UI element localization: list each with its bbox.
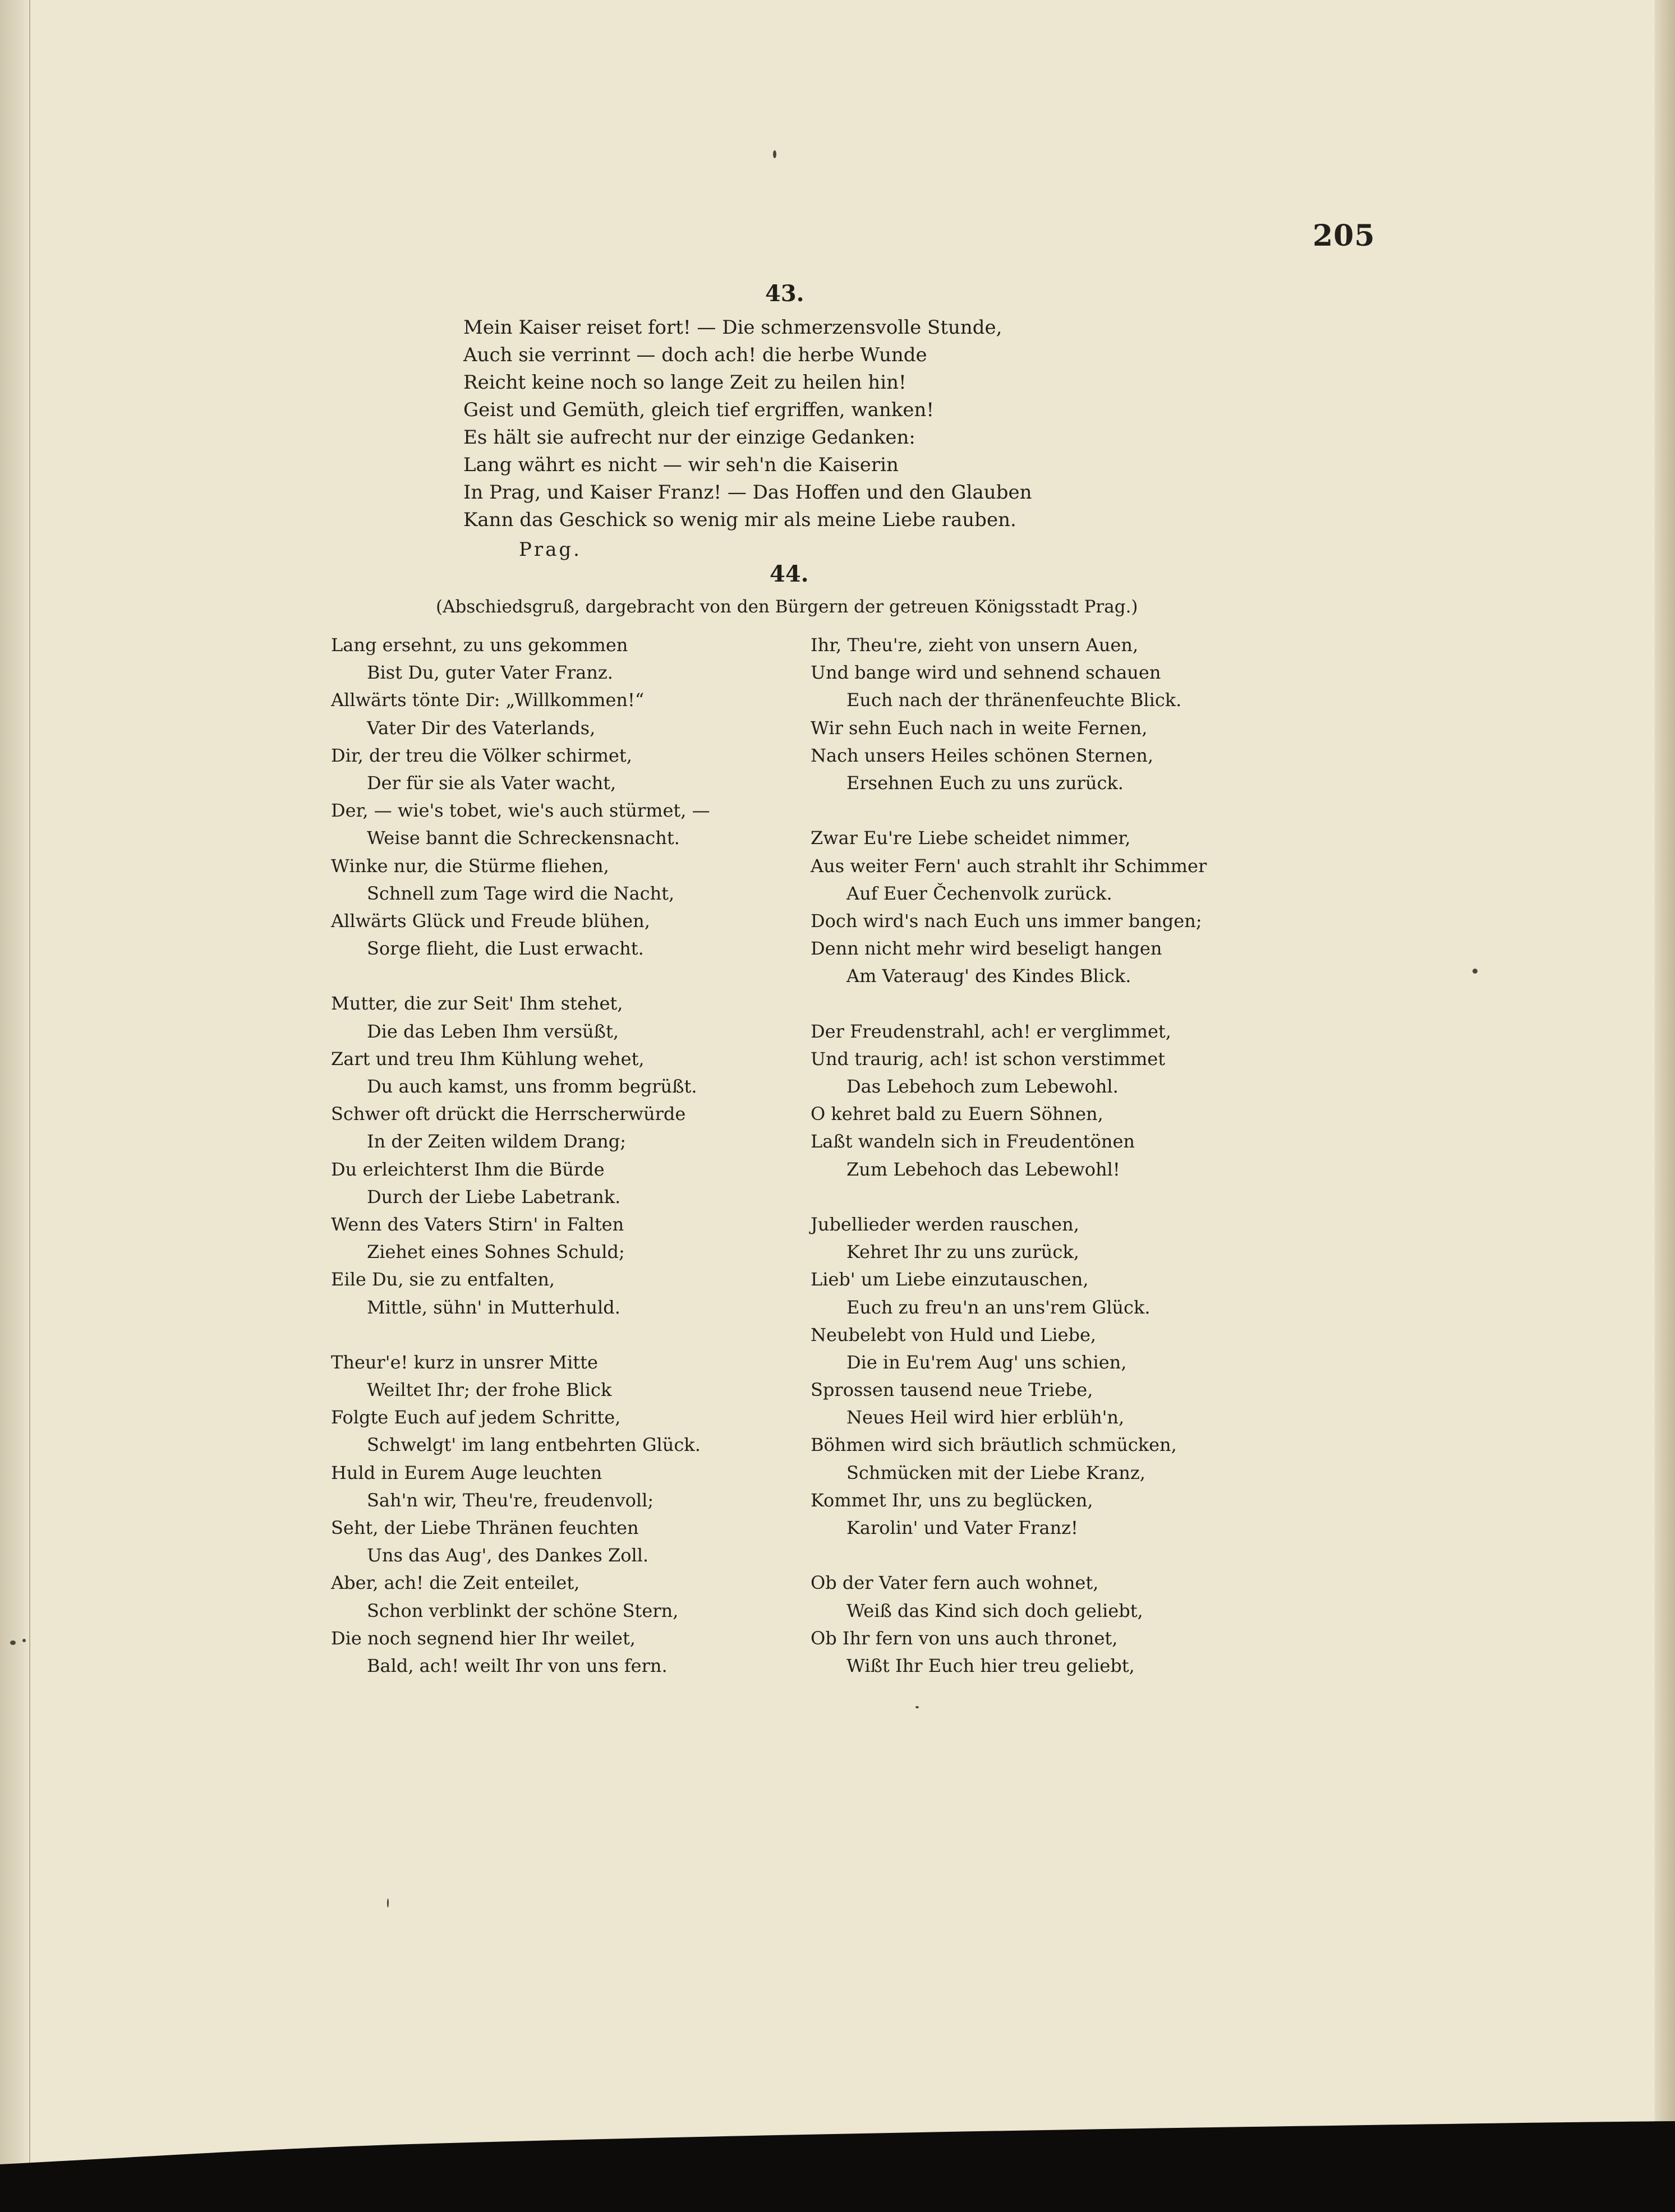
poem-line: Uns das Aug', des Dankes Zoll. [367,1545,649,1566]
poem-line: Die das Leben Ihm versüßt, [367,1020,619,1042]
poem-line: Die noch segnend hier Ihr weilet, [331,1627,636,1649]
poem-line: Ob Ihr fern von uns auch thronet, [811,1627,1118,1649]
poem-line: Karolin' und Vater Franz! [846,1517,1078,1538]
poem-line: Das Lebehoch zum Lebewohl. [846,1076,1119,1097]
poem-line: Es hält sie aufrecht nur der einzige Gedanken: [463,426,915,449]
poem-line: Am Vateraug' des Kindes Blick. [846,965,1131,987]
poem-line: Kehret Ihr zu uns zurück, [846,1241,1079,1263]
poem-line: Lang ersehnt, zu uns gekommen [331,634,628,656]
poem-line: Ob der Vater fern auch wohnet, [811,1572,1099,1594]
poem-line: In Prag, und Kaiser Franz! — Das Hoffen und den Glauben [463,481,1032,504]
bottom-dark-edge [0,2111,1675,2212]
ink-speck [387,1898,389,1907]
poem-44-left-column [331,632,710,1680]
ink-speck [915,1706,919,1708]
poem-43-number: 43. [765,280,804,307]
poem-line: In der Zeiten wildem Drang; [367,1131,626,1153]
poem-line: Weiß das Kind sich doch geliebt, [846,1600,1143,1621]
poem-line: Zwar Eu're Liebe scheidet nimmer, [811,827,1131,849]
poem-line: Ziehet eines Sohnes Schuld; [367,1241,625,1263]
poem-line: Allwärts tönte Dir: „Willkommen!“ [331,689,645,711]
stanza-break [811,1542,1207,1569]
poem-line: Aus weiter Fern' auch strahlt ihr Schimmer [811,855,1207,877]
poem-44-right-column [811,632,1207,1680]
poem-line: Lieb' um Liebe einzutauschen, [811,1269,1089,1291]
poem-line: Und traurig, ach! ist schon verstimmet [811,1048,1166,1070]
poem-line: Doch wird's nach Euch uns immer bangen; [811,910,1202,932]
poem-line: Die in Eu'rem Aug' uns schien, [846,1351,1127,1373]
stanza-break [811,797,1207,824]
poem-line: Schon verblinkt der schöne Stern, [367,1600,679,1621]
poem-line: Folgte Euch auf jedem Schritte, [331,1407,621,1428]
poem-line: Ersehnen Euch zu uns zurück. [846,772,1124,794]
poem-line: Wißt Ihr Euch hier treu geliebt, [846,1655,1135,1676]
poem-43-stanza [463,314,1032,534]
poem-line: Mittle, sühn' in Mutterhuld. [367,1296,620,1318]
poem-line: Schnell zum Tage wird die Nacht, [367,882,675,904]
poem-line: Lang währt es nicht — wir seh'n die Kaiserin [463,454,899,476]
stanza-break [331,1321,710,1349]
poem-line: Sah'n wir, Theu're, freudenvoll; [367,1489,654,1511]
poem-line: Durch der Liebe Labetrank. [367,1186,621,1208]
poem-line: Zart und treu Ihm Kühlung wehet, [331,1048,645,1070]
poem-line: Neues Heil wird hier erblüh'n, [846,1407,1125,1428]
poem-line: Eile Du, sie zu entfalten, [331,1269,555,1291]
poem-line: Nach unsers Heiles schönen Sternen, [811,744,1153,766]
poem-line: Der, — wie's tobet, wie's auch stürmet, — [331,800,710,822]
poem-line: Seht, der Liebe Thränen feuchten [331,1517,639,1538]
poem-line: Ihr, Theu're, zieht von unsern Auen, [811,634,1139,656]
ink-speck [10,1640,16,1645]
poem-line: Theur'e! kurz in unsrer Mitte [331,1351,598,1373]
poem-line: Wenn des Vaters Stirn' in Falten [331,1213,624,1235]
stanza-break [331,962,710,990]
page-left-edge [0,0,31,2212]
poem-line: Aber, ach! die Zeit enteilet, [331,1572,580,1594]
poem-43-signature: Prag. [519,538,582,561]
poem-line: Sorge flieht, die Lust erwacht. [367,938,644,960]
poem-line: Huld in Eurem Auge leuchten [331,1462,602,1483]
poem-line: Du auch kamst, uns fromm begrüßt. [367,1076,697,1097]
poem-line: Kommet Ihr, uns zu beglücken, [811,1489,1093,1511]
poem-line: Sprossen tausend neue Triebe, [811,1379,1093,1401]
poem-line: Und bange wird und sehnend schauen [811,662,1161,684]
poem-line: Böhmen wird sich bräutlich schmücken, [811,1434,1177,1456]
poem-line: Schwelgt' im lang entbehrten Glück. [367,1434,701,1456]
poem-line: Neubelebt von Huld und Liebe, [811,1324,1097,1345]
poem-line: Der Freudenstrahl, ach! er verglimmet, [811,1020,1171,1042]
poem-44-number: 44. [770,561,809,587]
poem-line: Euch nach der thränenfeuchte Blick. [846,689,1182,711]
poem-line: Laßt wandeln sich in Freudentönen [811,1131,1135,1153]
poem-line: Reicht keine noch so lange Zeit zu heilen hin! [463,371,906,394]
poem-line: Bald, ach! weilt Ihr von uns fern. [367,1655,668,1676]
poem-line: Dir, der treu die Völker schirmet, [331,744,632,766]
poem-line: Mutter, die zur Seit' Ihm stehet, [331,993,623,1015]
stanza-break [811,990,1207,1017]
poem-line: Schwer oft drückt die Herrscherwürde [331,1103,686,1125]
poem-line: Weiltet Ihr; der frohe Blick [367,1379,612,1401]
poem-line: Wir sehn Euch nach in weite Fernen, [811,717,1148,739]
poem-line: Euch zu freu'n an uns'rem Glück. [846,1296,1151,1318]
page-right-edge [1655,0,1675,2212]
poem-line: Bist Du, guter Vater Franz. [367,662,613,684]
poem-line: Allwärts Glück und Freude blühen, [331,910,650,932]
poem-line: Mein Kaiser reiset fort! — Die schmerzensvolle Stunde, [463,316,1002,339]
poem-line: Geist und Gemüth, gleich tief ergriffen, wanken! [463,399,935,421]
poem-line: Denn nicht mehr wird beseligt hangen [811,938,1162,960]
stanza-break [811,1183,1207,1211]
poem-line: Weise bannt die Schreckensnacht. [367,827,680,849]
ink-speck [1472,969,1478,974]
poem-line: Kann das Geschick so wenig mir als meine Liebe rauben. [463,509,1016,531]
poem-line: Auch sie verrinnt — doch ach! die herbe Wunde [463,344,927,366]
poem-line: Du erleichterst Ihm die Bürde [331,1158,605,1180]
poem-line: O kehret bald zu Euern Söhnen, [811,1103,1103,1125]
poem-line: Auf Euer Čechenvolk zurück. [846,882,1112,904]
ink-speck [773,150,776,158]
poem-44-subtitle: (Abschiedsgruß, dargebracht von den Bürgern der getreuen Königsstadt Prag.) [436,597,1138,617]
ink-speck [22,1639,26,1642]
poem-line: Jubellieder werden rauschen, [811,1213,1079,1235]
poem-line: Zum Lebehoch das Lebewohl! [846,1158,1120,1180]
poem-line: Der für sie als Vater wacht, [367,772,616,794]
page-number: 205 [1313,219,1375,253]
poem-line: Winke nur, die Stürme fliehen, [331,855,609,877]
poem-line: Vater Dir des Vaterlands, [367,717,596,739]
binding-line [29,0,30,2212]
poem-line: Schmücken mit der Liebe Kranz, [846,1462,1145,1483]
